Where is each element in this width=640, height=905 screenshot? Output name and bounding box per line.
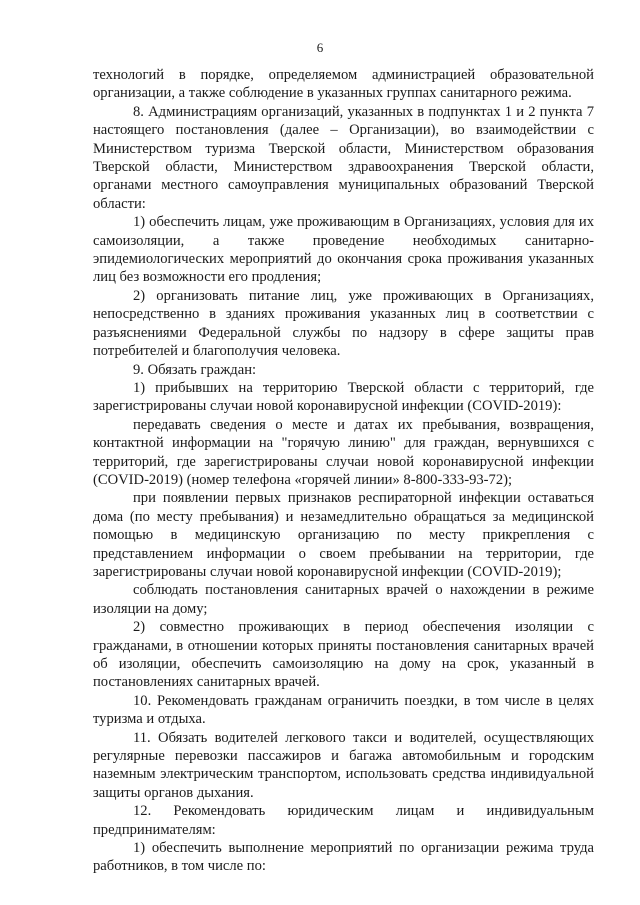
paragraph-item-9-1: 1) прибывших на территорию Тверской области с территорий, где зарегистрированы случаи новой коронавирусной инфекции (COVID-2019): (93, 379, 594, 415)
page-number: 6 (316, 40, 324, 55)
paragraph-item-10: 10. Рекомендовать гражданам ограничить поездки, в том числе в целях туризма и отдыха. (93, 692, 594, 728)
paragraph-item-9: 9. Обязать граждан: (133, 361, 257, 378)
paragraph-item-9-2: 2) совместно проживающих в период обеспечения изоляции с гражданами, в отношении которых приняты постановления санитарных врачей об изоляции, обеспечить самоизоляцию на дому на срок, указанный в постановлениях санитарных врачей. (93, 619, 594, 691)
paragraph-item-9-1-a: передавать сведения о месте и датах их пребывания, возвращения, контактной информации на "горячую линию" для граждан, вернувшихся с территорий, где зарегистрированы случаи новой коронавирусной инфекции (COVID-2019) (номер телефона «горячей линии» 8-800-333-93-72); (93, 416, 594, 488)
paragraph-item-11: 11. Обязать водителей легкового такси и водителей, осуществляющих регулярные перевозки пассажиров и багажа автомобильным и городским наземным электрическим транспортом, использовать средства индивидуальной защиты органов дыхания. (93, 729, 594, 801)
document-body (93, 66, 594, 876)
paragraph-item-9-1-b: при появлении первых признаков респираторной инфекции оставаться дома (по месту пребывания) и незамедлительно обращаться за медицинской помощью в медицинскую организацию по месту прикрепления с представлением информации о своем пребывании на территории, где зарегистрированы случаи новой коронавирусной инфекции (COVID-2019); (93, 490, 594, 580)
paragraph-item-12: 12. Рекомендовать юридическим лицам и индивидуальным предпринимателям: (93, 803, 594, 838)
paragraph-item-9-1-c: соблюдать постановления санитарных врачей о нахождении в режиме изоляции на дому; (93, 582, 594, 617)
paragraph-item-8-1: 1) обеспечить лицам, уже проживающим в Организациях, условия для их самоизоляции, а также проведение необходимых санитарно-эпидемиологических мероприятий до окончания срока проживания указанных лиц без возможности его продления; (93, 214, 594, 286)
paragraph-item-8: 8. Администрациям организаций, указанных в подпунктах 1 и 2 пункта 7 настоящего постановления (далее – Организации), во взаимодействии с Министерством туризма Тверской области, Министерством образования Тверской области, Министерством здравоохранения Тверской области, органами местного самоуправления муниципальных образований Тверской области: (93, 103, 594, 212)
paragraph-item-8-2: 2) организовать питание лиц, уже проживающих в Организациях, непосредственно в зданиях проживания указанных лиц в соответствии с разъяснениями Федеральной службы по надзору в сфере защиты прав потребителей и благополучия человека. (93, 287, 594, 360)
paragraph-item-12-1: 1) обеспечить выполнение мероприятий по организации режима труда работников, в том числе по: (93, 840, 594, 875)
paragraph-continuation: технологий в порядке, определяемом администрацией образовательной организации, а также соблюдение в указанных группах санитарного режима. (93, 67, 594, 102)
